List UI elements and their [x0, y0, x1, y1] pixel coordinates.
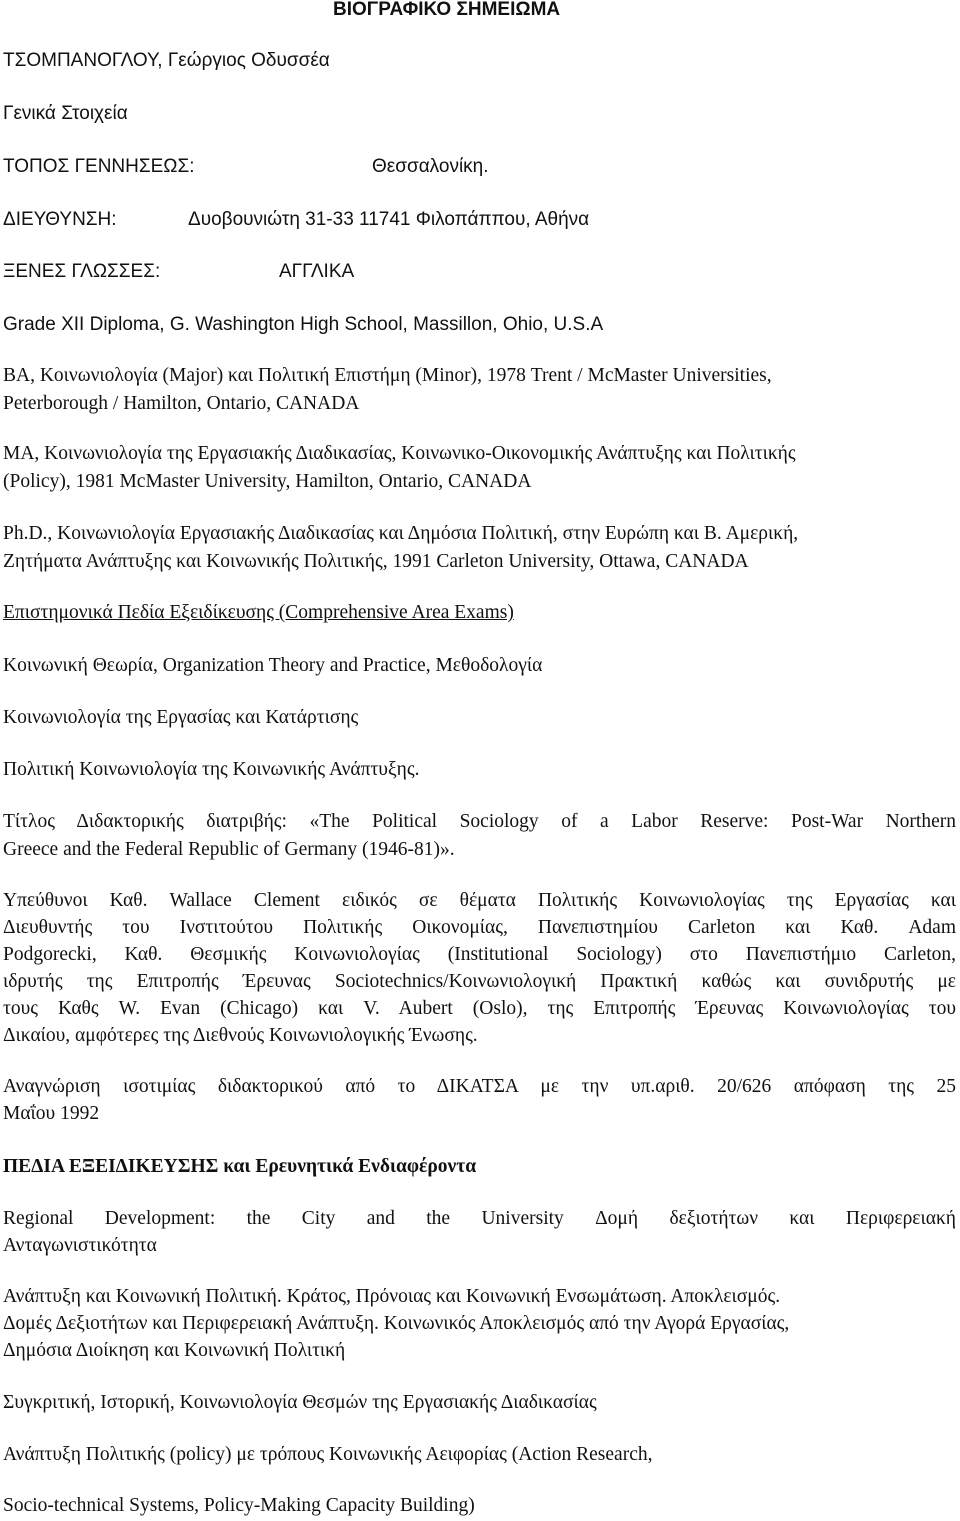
birthplace-value: Θεσσαλονίκη. [372, 156, 489, 177]
address-value: Δυοβουνιώτη 31-33 11741 Φιλοπάππου, Αθήνα [188, 209, 590, 230]
social-line-2: Δομές Δεξιοτήτων και Περιφερειακή Ανάπτυξη. Κοινωνικός Αποκλεισμός από την Αγορά Εργασίας, [3, 1313, 790, 1334]
recognition-line-2: Μαΐου 1992 [3, 1103, 100, 1124]
supervisors-line-2: Διευθυντής του Ινστιτούτου Πολιτικής Οικονομίας, Πανεπιστημίου Carleton και Καθ. Adam [3, 917, 956, 938]
regional-line-1: Regional Development: the City and the University Δομή δεξιοτήτων και Περιφερειακή [3, 1208, 956, 1229]
ma-line-1: MA, Κοινωνιολογία της Εργασιακής Διαδικασίας, Κοινωνικο-Οικονομικής Ανάπτυξης και Πολιτικής [3, 443, 796, 464]
supervisors-line-3: Podgorecki, Καθ. Θεσμικής Κοινωνιολογίας (Institutional Sociology) στο Πανεπιστήμιο Carleton, [3, 944, 956, 965]
policy-line-2: Socio-technical Systems, Policy-Making Capacity Building) [3, 1495, 475, 1516]
regional-line-2: Ανταγωνιστικότητα [3, 1235, 157, 1256]
ba-line-1: BA, Κοινωνιολογία (Major) και Πολιτική Επιστήμη (Minor), 1978 Trent / McMaster Universities, [3, 365, 772, 386]
recognition-line-1: Αναγνώριση ισοτιμίας διδακτορικού από το ΔΙΚΑΤΣΑ με την υπ.αριθ. 20/626 απόφαση της 25 [3, 1076, 956, 1097]
policy-line-1: Ανάπτυξη Πολιτικής (policy) με τρόπους Κοινωνικής Αειφορίας (Action Research, [3, 1444, 653, 1465]
supervisors-line-4: ιδρυτής της Επιτροπής Έρευνας Sociotechnics/Κοινωνιολογική Πρακτική καθώς και συνιδρυτής με [3, 971, 956, 992]
supervisors-line-5: τους Καθς W. Evan (Chicago) και V. Aubert (Oslo), της Επιτροπής Έρευνας Κοινωνιολογίας του [3, 998, 956, 1019]
person-name: ΤΣΟΜΠΑΝΟΓΛΟΥ, Γεώργιος Οδυσσέα [3, 50, 330, 71]
interests-heading: ΠΕΔΙΑ ΕΞΕΙΔΙΚΕΥΣΗΣ και Ερευνητικά Ενδιαφέροντα [3, 1156, 477, 1177]
specialization-item-1: Κοινωνική Θεωρία, Organization Theory and Practice, Μεθοδολογία [3, 655, 543, 676]
social-line-3: Δημόσια Διοίκηση και Κοινωνική Πολιτική [3, 1340, 346, 1361]
phd-line-2: Ζητήματα Ανάπτυξης και Κοινωνικής Πολιτικής, 1991 Carleton University, Ottawa, CANADA [3, 551, 749, 572]
social-line-1: Ανάπτυξη και Κοινωνική Πολιτική. Κράτος, Πρόνοιας και Κοινωνική Ενσωμάτωση. Αποκλεισμός. [3, 1286, 781, 1307]
address-label: ΔΙΕΥΘΥΝΣΗ: [3, 209, 117, 230]
languages-label: ΞΕΝΕΣ ΓΛΩΣΣΕΣ: [3, 261, 161, 282]
ma-line-2: (Policy), 1981 McMaster University, Hamilton, Ontario, CANADA [3, 471, 532, 492]
supervisors-line-6: Δικαίου, αμφότερες της Διεθνούς Κοινωνιολογικής Ένωσης. [3, 1025, 478, 1046]
thesis-line-1: Τίτλος Διδακτορικής διατριβής: «The Political Sociology of a Labor Reserve: Post-War Northern [3, 811, 956, 832]
specialization-item-3: Πολιτική Κοινωνιολογία της Κοινωνικής Ανάπτυξης. [3, 759, 420, 780]
thesis-line-2: Greece and the Federal Republic of Germany (1946-81)». [3, 839, 455, 860]
document-title: ΒΙΟΓΡΑΦΙΚΟ ΣΗΜΕΙΩΜΑ [333, 0, 561, 20]
specialization-item-2: Κοινωνιολογία της Εργασίας και Κατάρτισης [3, 707, 359, 728]
supervisors-line-1: Υπεύθυνοι Καθ. Wallace Clement ειδικός σε θέματα Πολιτικής Κοινωνιολογίας της Εργασίας και [3, 890, 956, 911]
ba-line-2: Peterborough / Hamilton, Ontario, CANADA [3, 393, 360, 414]
specialization-heading: Επιστημονικά Πεδία Εξειδίκευσης (Comprehensive Area Exams) [3, 602, 514, 623]
comparative-line: Συγκριτική, Ιστορική, Κοινωνιολογία Θεσμών της Εργασιακής Διαδικασίας [3, 1392, 597, 1413]
general-heading: Γενικά Στοιχεία [3, 103, 128, 124]
phd-line-1: Ph.D., Κοινωνιολογία Εργασιακής Διαδικασίας και Δημόσια Πολιτική, στην Ευρώπη και Β. Αμερική, [3, 523, 799, 544]
birthplace-label: ΤΟΠΟΣ ΓΕΝΝΗΣΕΩΣ: [3, 156, 195, 177]
languages-value: ΑΓΓΛΙΚΑ [279, 261, 355, 282]
grade-diploma: Grade XII Diploma, G. Washington High School, Massillon, Ohio, U.S.A [3, 314, 604, 335]
